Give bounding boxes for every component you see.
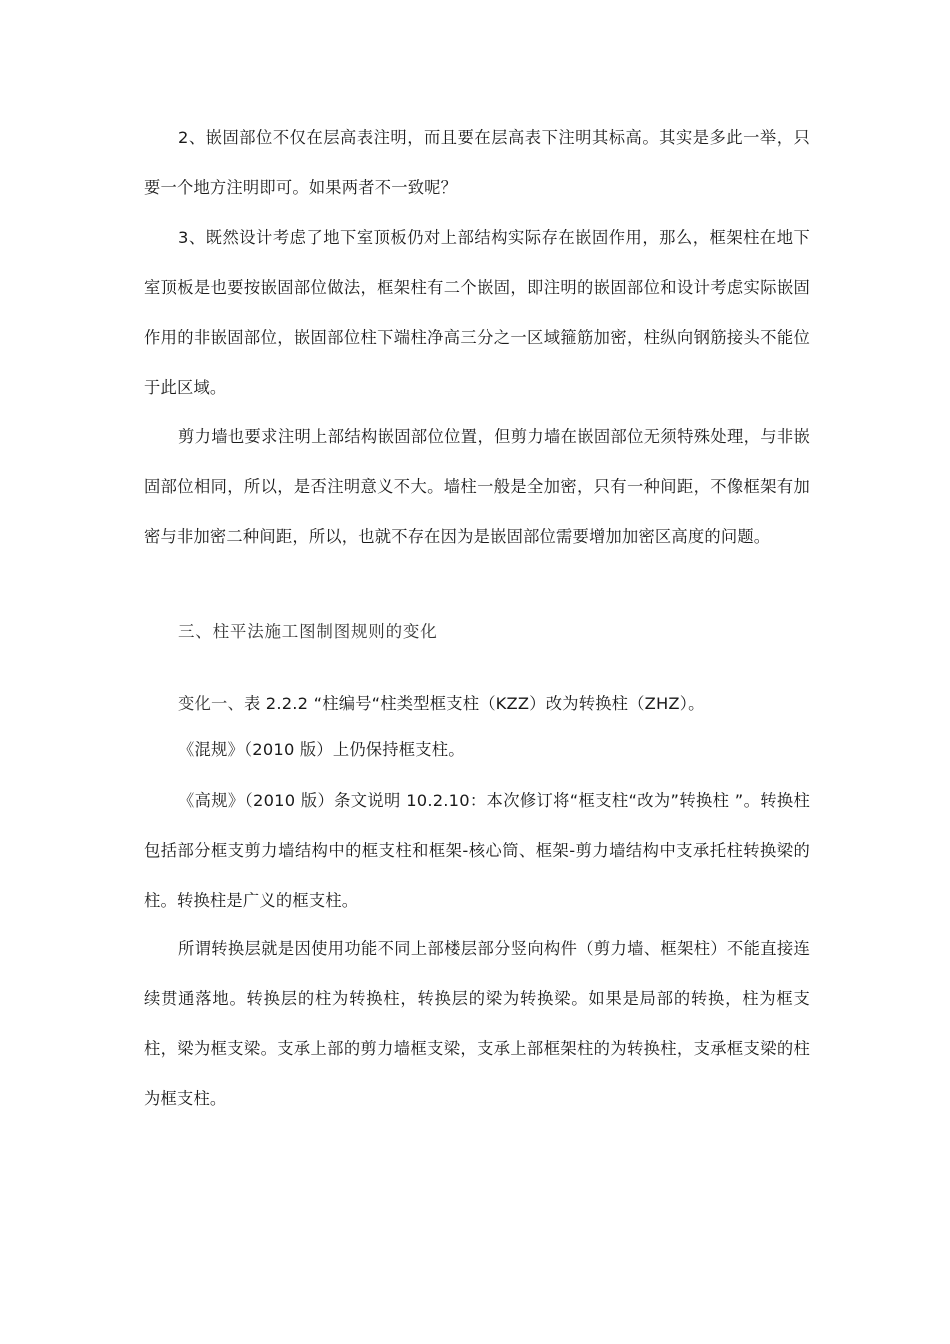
change-one-text: 表 2.2.2 “柱编号“柱类型框支柱（KZZ）改为转换柱（ZHZ）。 (243, 694, 705, 713)
paragraph-change-one (144, 690, 810, 718)
change-one-lead: 变化一、 (178, 694, 244, 713)
paragraph-high-rise-code: 《高规》（2010 版）条文说明 10.2.10：本次修订将“框支柱“改为”转换柱 ”。转换柱包括部分框支剪力墙结构中的框支柱和框架-核心筒、框架-剪力墙结构中支承托柱转换梁的柱。转换柱是广义的框支柱。 (144, 791, 810, 910)
paragraph-embedding-note: 2、嵌固部位不仅在层高表注明，而且要在层高表下注明其标高。其实是多此一举，只要一个地方注明即可。如果两者不一致呢？ (144, 128, 810, 197)
section-heading: 三、柱平法施工图制图规则的变化 (178, 622, 438, 641)
paragraph-shear-wall: 剪力墙也要求注明上部结构嵌固部位位置，但剪力墙在嵌固部位无须特殊处理，与非嵌固部位相同，所以，是否注明意义不大。墙柱一般是全加密，只有一种间距，不像框架有加密与非加密二种间距，所以，也就不存在因为是嵌固部位需要增加加密区高度的问题。 (144, 427, 810, 546)
paragraph-basement-slab: 3、既然设计考虑了地下室顶板仍对上部结构实际存在嵌固作用，那么，框架柱在地下室顶板是也要按嵌固部位做法，框架柱有二个嵌固，即注明的嵌固部位和设计考虑实际嵌固作用的非嵌固部位，嵌固部位柱下端柱净高三分之一区域箍筋加密，柱纵向钢筋接头不能位于此区域。 (144, 228, 810, 397)
paragraph-transfer-story: 所谓转换层就是因使用功能不同上部楼层部分竖向构件（剪力墙、框架柱）不能直接连续贯通落地。转换层的柱为转换柱，转换层的梁为转换梁。如果是局部的转换，柱为框支柱，梁为框支梁。支承上部的剪力墙框支梁，支承上部框架柱的为转换柱，支承框支梁的柱为框支柱。 (144, 939, 810, 1108)
paragraph-concrete-code: 《混规》（2010 版）上仍保持框支柱。 (178, 740, 465, 759)
